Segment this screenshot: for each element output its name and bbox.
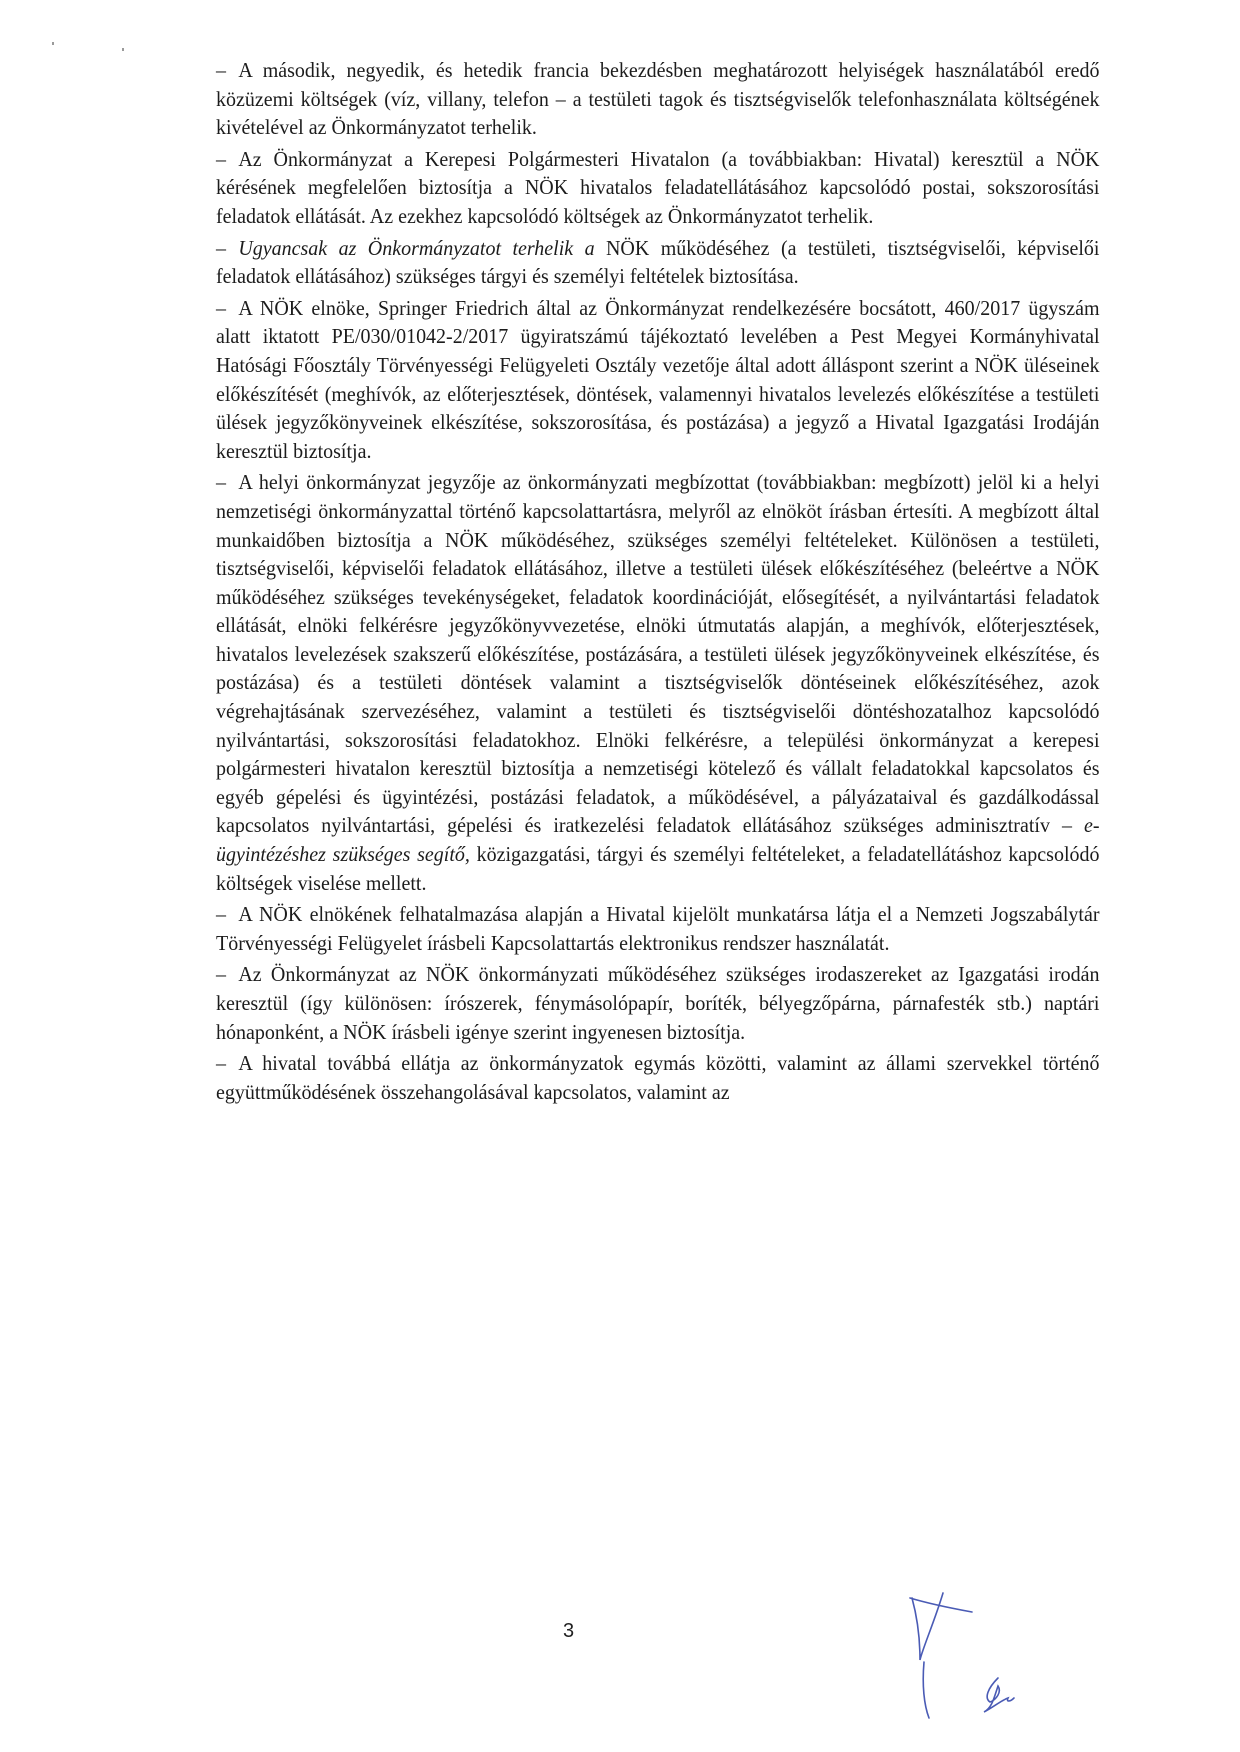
paragraph xyxy=(216,468,1100,897)
paragraph xyxy=(216,900,1100,957)
bullet-dash: – xyxy=(216,58,226,82)
paragraph xyxy=(216,294,1100,466)
scan-artifact xyxy=(122,48,124,51)
paragraph-text: Az Önkormányzat az NÖK önkormányzati működéséhez szükséges irodaszereket az Igazgatási irodán keresztül (így különösen: írószerek, fénymásolópapír, boríték, bélyegzőpárna, párnafesték stb.) naptári hónaponként, a NÖK írásbeli igénye szerint ingyenesen biztosítja. xyxy=(216,962,1100,1044)
paragraph-text: A második, negyedik, és hetedik francia bekezdésben meghatározott helyiségek használatából eredő közüzemi költségek (víz, villany, telefon – a testületi tagok és tisztségviselők telefonhasználata költségének kivételével az Önkormányzatot terhelik. xyxy=(216,58,1100,140)
bullet-dash: – xyxy=(216,902,226,927)
bullet-dash: – xyxy=(216,146,226,171)
bullet-dash: – xyxy=(216,962,226,987)
italic-text: Ugyancsak az Önkormányzatot terhelik a xyxy=(238,235,595,260)
paragraph-text: A hivatal továbbá ellátja az önkormányzatok egymás közötti, valamint az állami szervekkel történő együttműködésének összehangolásával kapcsolatos, valamint az xyxy=(216,1051,1100,1104)
italic-text: – e-ügyintézéshez szükséges segítő, xyxy=(216,813,1100,867)
signature-initials-stroke xyxy=(984,1678,1014,1712)
paragraph-text: A NÖK elnökének felhatalmazása alapján a Hivatal kijelölt munkatársa látja el a Nemzeti Jogszabálytár Törvényességi Felügyelet írásbeli Kapcsolattartás elektronikus rendszer használatát. xyxy=(216,902,1100,955)
paragraph xyxy=(216,234,1100,291)
paragraph xyxy=(216,960,1100,1046)
paragraph-text: közigazgatási, tárgyi és személyi feltételeket, a feladatellátáshoz kapcsolódó költségek viselése mellett. xyxy=(216,842,1100,895)
paragraph-text: A NÖK elnöke, Springer Friedrich által az Önkormányzat rendelkezésére bocsátott, 460/2017 ügyszám alatt iktatott PE/030/01042-2/2017 ügyiratszámú tájékoztató levelében a Pest Megyei Kormányhivatal Hatósági Főosztály Törvényességi Felügyeleti Osztály vezetője által adott álláspont szerint a NÖK üléseinek előkészítését (meghívók, az előterjesztések, döntések, valamennyi hivatalos levelezés előkészítése a testületi ülések jegyzőkönyveinek elkészítése, sokszorosítása, és postázása) a jegyző a Hivatal Igazgatási Irodáján keresztül biztosítja. xyxy=(216,295,1100,463)
page-number: 3 xyxy=(563,1620,575,1642)
bullet-dash: – xyxy=(216,295,226,320)
paragraph xyxy=(216,145,1100,231)
paragraph-text: Az Önkormányzat a Kerepesi Polgármesteri Hivatalon (a továbbiakban: Hivatal) keresztül a NÖK kérésének megfelelően biztosítja a NÖK hivatalos feladatellátásához kapcsolódó postai, sokszorosítási feladatok ellátását. Az ezekhez kapcsolódó költségek az Önkormányzatot terhelik. xyxy=(216,146,1100,228)
bullet-dash: – xyxy=(216,235,226,260)
paragraph xyxy=(216,1049,1100,1106)
document-body xyxy=(216,56,1100,1106)
signature-initials xyxy=(880,1590,1120,1740)
bullet-dash: – xyxy=(216,1051,226,1076)
paragraph-text: A helyi önkormányzat jegyzője az önkormányzati megbízottat (továbbiakban: megbízott) jelöl ki a helyi nemzetiségi önkormányzattal történő kapcsolattartásra, melyről az elnököt írásban értesíti. A megbízott által munkaidőben biztosítja a NÖK működéséhez, szükséges személyi feltételeket. Különösen a testületi, tisztségviselői, képviselői feladatok ellátásához, illetve a testületi ülések előkészítéséhez (beleértve a NÖK működéséhez szükséges tevekénységeket, feladatok koordinációját, elősegítését, a nyilvántartási feladatok ellátását, elnöki felkérésre jegyzőkönyvvezetése, elnöki útmutatás alapján, a meghívók, előterjesztések, hivatalos levelezések szakszerű előkészítése, postázására, a testületi ülések jegyzőkönyveinek elkészítése, és postázása) és a testületi döntések valamint a tisztségviselők döntéseinek előkészítéséhez, azok végrehajtásának szervezéséhez, valamint a testületi és tisztségviselői döntéshozatalhoz kapcsolódó nyilvántartási, sokszorosítási feladatokhoz. Elnöki felkérésre, a települési önkormányzat a kerepesi polgármesteri hivatalon keresztül biztosítja a nemzetiségi kötelező és vállalt feladatokkal kapcsolatos és egyéb gépelési és ügyintézési, postázási feladatok, a működésével, a pályázataival és gazdálkodással kapcsolatos nyilvántartási, gépelési és iratkezelési feladatok ellátásához szükséges adminisztratív xyxy=(216,470,1100,838)
paragraph-text: NÖK működéséhez (a testületi, tisztségviselői, képviselői feladatok ellátásához) szükséges tárgyi és személyi feltételek biztosítása. xyxy=(216,235,1100,289)
paragraph xyxy=(216,56,1100,142)
scan-artifact xyxy=(52,42,54,45)
signature-stroke xyxy=(910,1593,972,1718)
bullet-dash: – xyxy=(216,470,226,495)
